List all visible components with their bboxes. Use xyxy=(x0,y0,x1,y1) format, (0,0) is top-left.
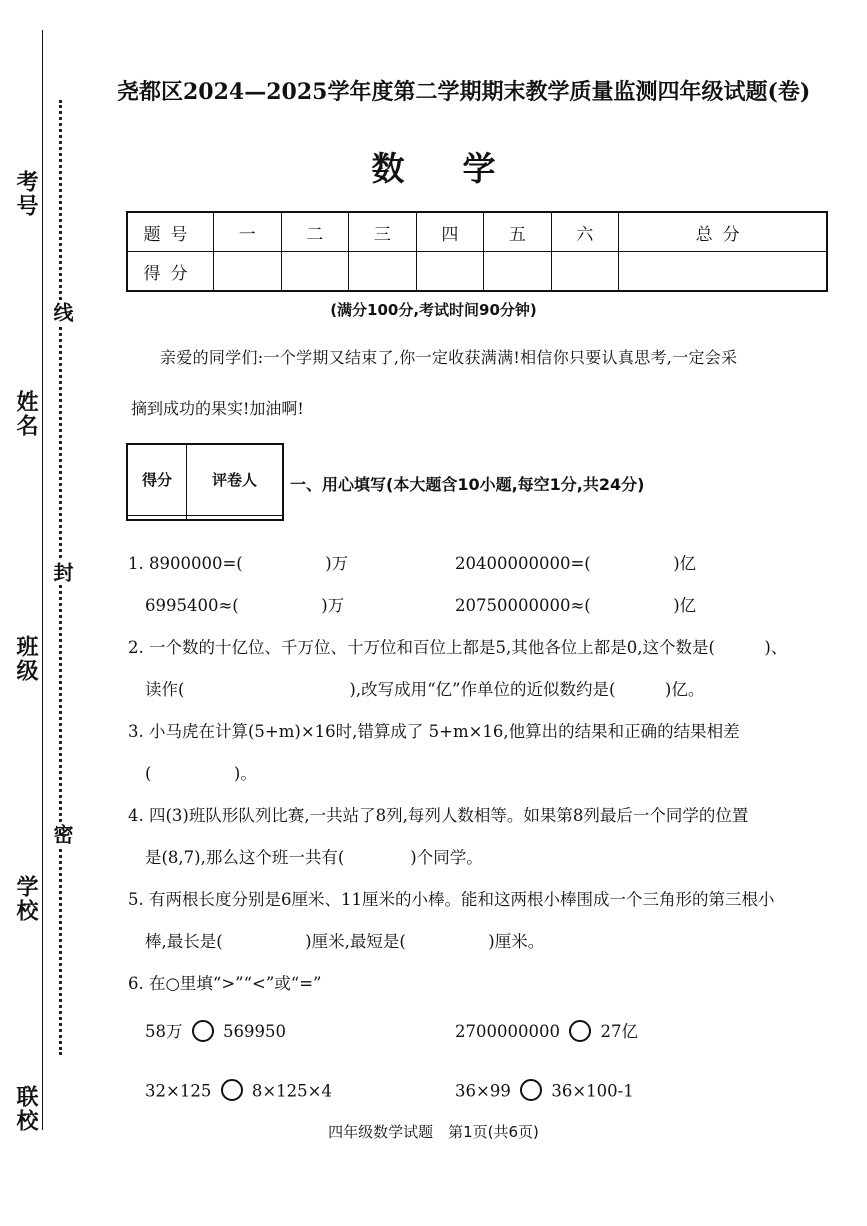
compare-circle-2[interactable] xyxy=(569,1020,591,1042)
question-5-line-1: 5. 有两根长度分别是6厘米、11厘米的小棒。能和这两根小棒围成一个三角形的第三根小 xyxy=(128,890,775,909)
score-col-6: 六 xyxy=(551,212,619,252)
score-table xyxy=(126,211,828,292)
question-4-line-1: 4. 四(3)班队形队列比赛,一共站了8列,每列人数相等。如果第8列最后一个同学的位置 xyxy=(128,806,749,825)
question-6-prompt: 6. 在○里填“>”“<”或“=” xyxy=(128,974,322,993)
question-1d: 20750000000≈( )亿 xyxy=(455,596,697,615)
joint-school-label: 联校 xyxy=(13,1085,38,1133)
intro-line-2: 摘到成功的果实!加油啊! xyxy=(131,399,304,418)
name-label: 姓名 xyxy=(13,390,38,438)
school-label: 学校 xyxy=(13,875,38,923)
score-label: 得分 xyxy=(127,252,214,292)
compare-row-2-left xyxy=(145,1081,332,1103)
intro-line-1: 亲爱的同学们:一个学期又结束了,你一定收获满满!相信你只要认真思考,一定会采 xyxy=(160,348,738,367)
compare-1-right: 569950 xyxy=(223,1022,286,1041)
question-3-line-1: 3. 小马虎在计算(5+m)×16时,错算成了 5+m×16,他算出的结果和正确的结果相差 xyxy=(128,722,740,741)
subject-title: 数学 xyxy=(371,149,554,188)
grader-name-cell xyxy=(187,515,284,520)
score-col-4: 四 xyxy=(416,212,484,252)
compare-row-2-right xyxy=(455,1081,634,1103)
compare-row-1-left xyxy=(145,1018,286,1044)
cut-mark-secret: 密 xyxy=(48,822,77,846)
compare-row-1-right xyxy=(455,1018,638,1044)
question-1a: 1. 8900000=( )万 xyxy=(128,554,349,573)
question-4-line-2: 是(8,7),那么这个班一共有( )个同学。 xyxy=(145,848,483,867)
compare-2-left: 2700000000 xyxy=(455,1022,560,1041)
question-1c: 6995400≈( )万 xyxy=(145,596,345,615)
compare-3-left: 32×125 xyxy=(145,1081,212,1101)
compare-circle-3[interactable] xyxy=(221,1079,243,1101)
compare-1-left: 58万 xyxy=(145,1022,183,1041)
exam-number-label: 考号 xyxy=(13,170,38,218)
class-label: 班级 xyxy=(13,635,38,683)
question-2-line-2: 读作( ),改写成用“亿”作单位的近似数约是( )亿。 xyxy=(145,680,705,699)
score-cell xyxy=(619,252,827,292)
section-1-heading: 一、用心填写(本大题含10小题,每空1分,共24分) xyxy=(290,475,645,494)
question-5-line-2: 棒,最长是( )厘米,最短是( )厘米。 xyxy=(145,932,545,951)
question-2-line-1: 2. 一个数的十亿位、千万位、十万位和百位上都是5,其他各位上都是0,这个数是( )、 xyxy=(128,638,788,657)
grader-name-label: 评卷人 xyxy=(187,444,284,515)
score-cell xyxy=(349,252,417,292)
margin-rule xyxy=(42,30,43,1130)
score-col-2: 二 xyxy=(281,212,349,252)
score-cell xyxy=(484,252,552,292)
grader-table xyxy=(126,443,284,521)
grader-score-cell xyxy=(127,515,187,520)
score-table-score-row xyxy=(127,252,827,292)
score-col-3: 三 xyxy=(349,212,417,252)
cut-mark-line: 线 xyxy=(48,300,77,324)
compare-3-right: 8×125×4 xyxy=(251,1081,332,1101)
score-col-5: 五 xyxy=(484,212,552,252)
exam-limits: (满分100分,考试时间90分钟) xyxy=(330,301,537,319)
grader-score-label: 得分 xyxy=(127,444,187,515)
score-col-1: 一 xyxy=(214,212,282,252)
score-cell xyxy=(416,252,484,292)
score-cell xyxy=(281,252,349,292)
score-cell xyxy=(214,252,282,292)
question-3-line-2: ( )。 xyxy=(145,764,257,783)
compare-circle-4[interactable] xyxy=(520,1079,542,1101)
exam-title: 尧都区2024—2025学年度第二学期期末教学质量监测四年级试题(卷) xyxy=(117,79,811,105)
question-1b: 20400000000=( )亿 xyxy=(455,554,697,573)
question-number-label: 题号 xyxy=(127,212,214,252)
score-cell xyxy=(551,252,619,292)
score-col-total: 总分 xyxy=(619,212,827,252)
cut-mark-seal: 封 xyxy=(48,560,77,584)
score-table-header-row xyxy=(127,212,827,252)
compare-2-right: 27亿 xyxy=(600,1022,638,1041)
page-footer: 四年级数学试题 第1页(共6页) xyxy=(328,1123,539,1141)
compare-circle-1[interactable] xyxy=(192,1020,214,1042)
compare-4-right: 36×100-1 xyxy=(551,1081,634,1101)
compare-4-left: 36×99 xyxy=(455,1081,511,1101)
